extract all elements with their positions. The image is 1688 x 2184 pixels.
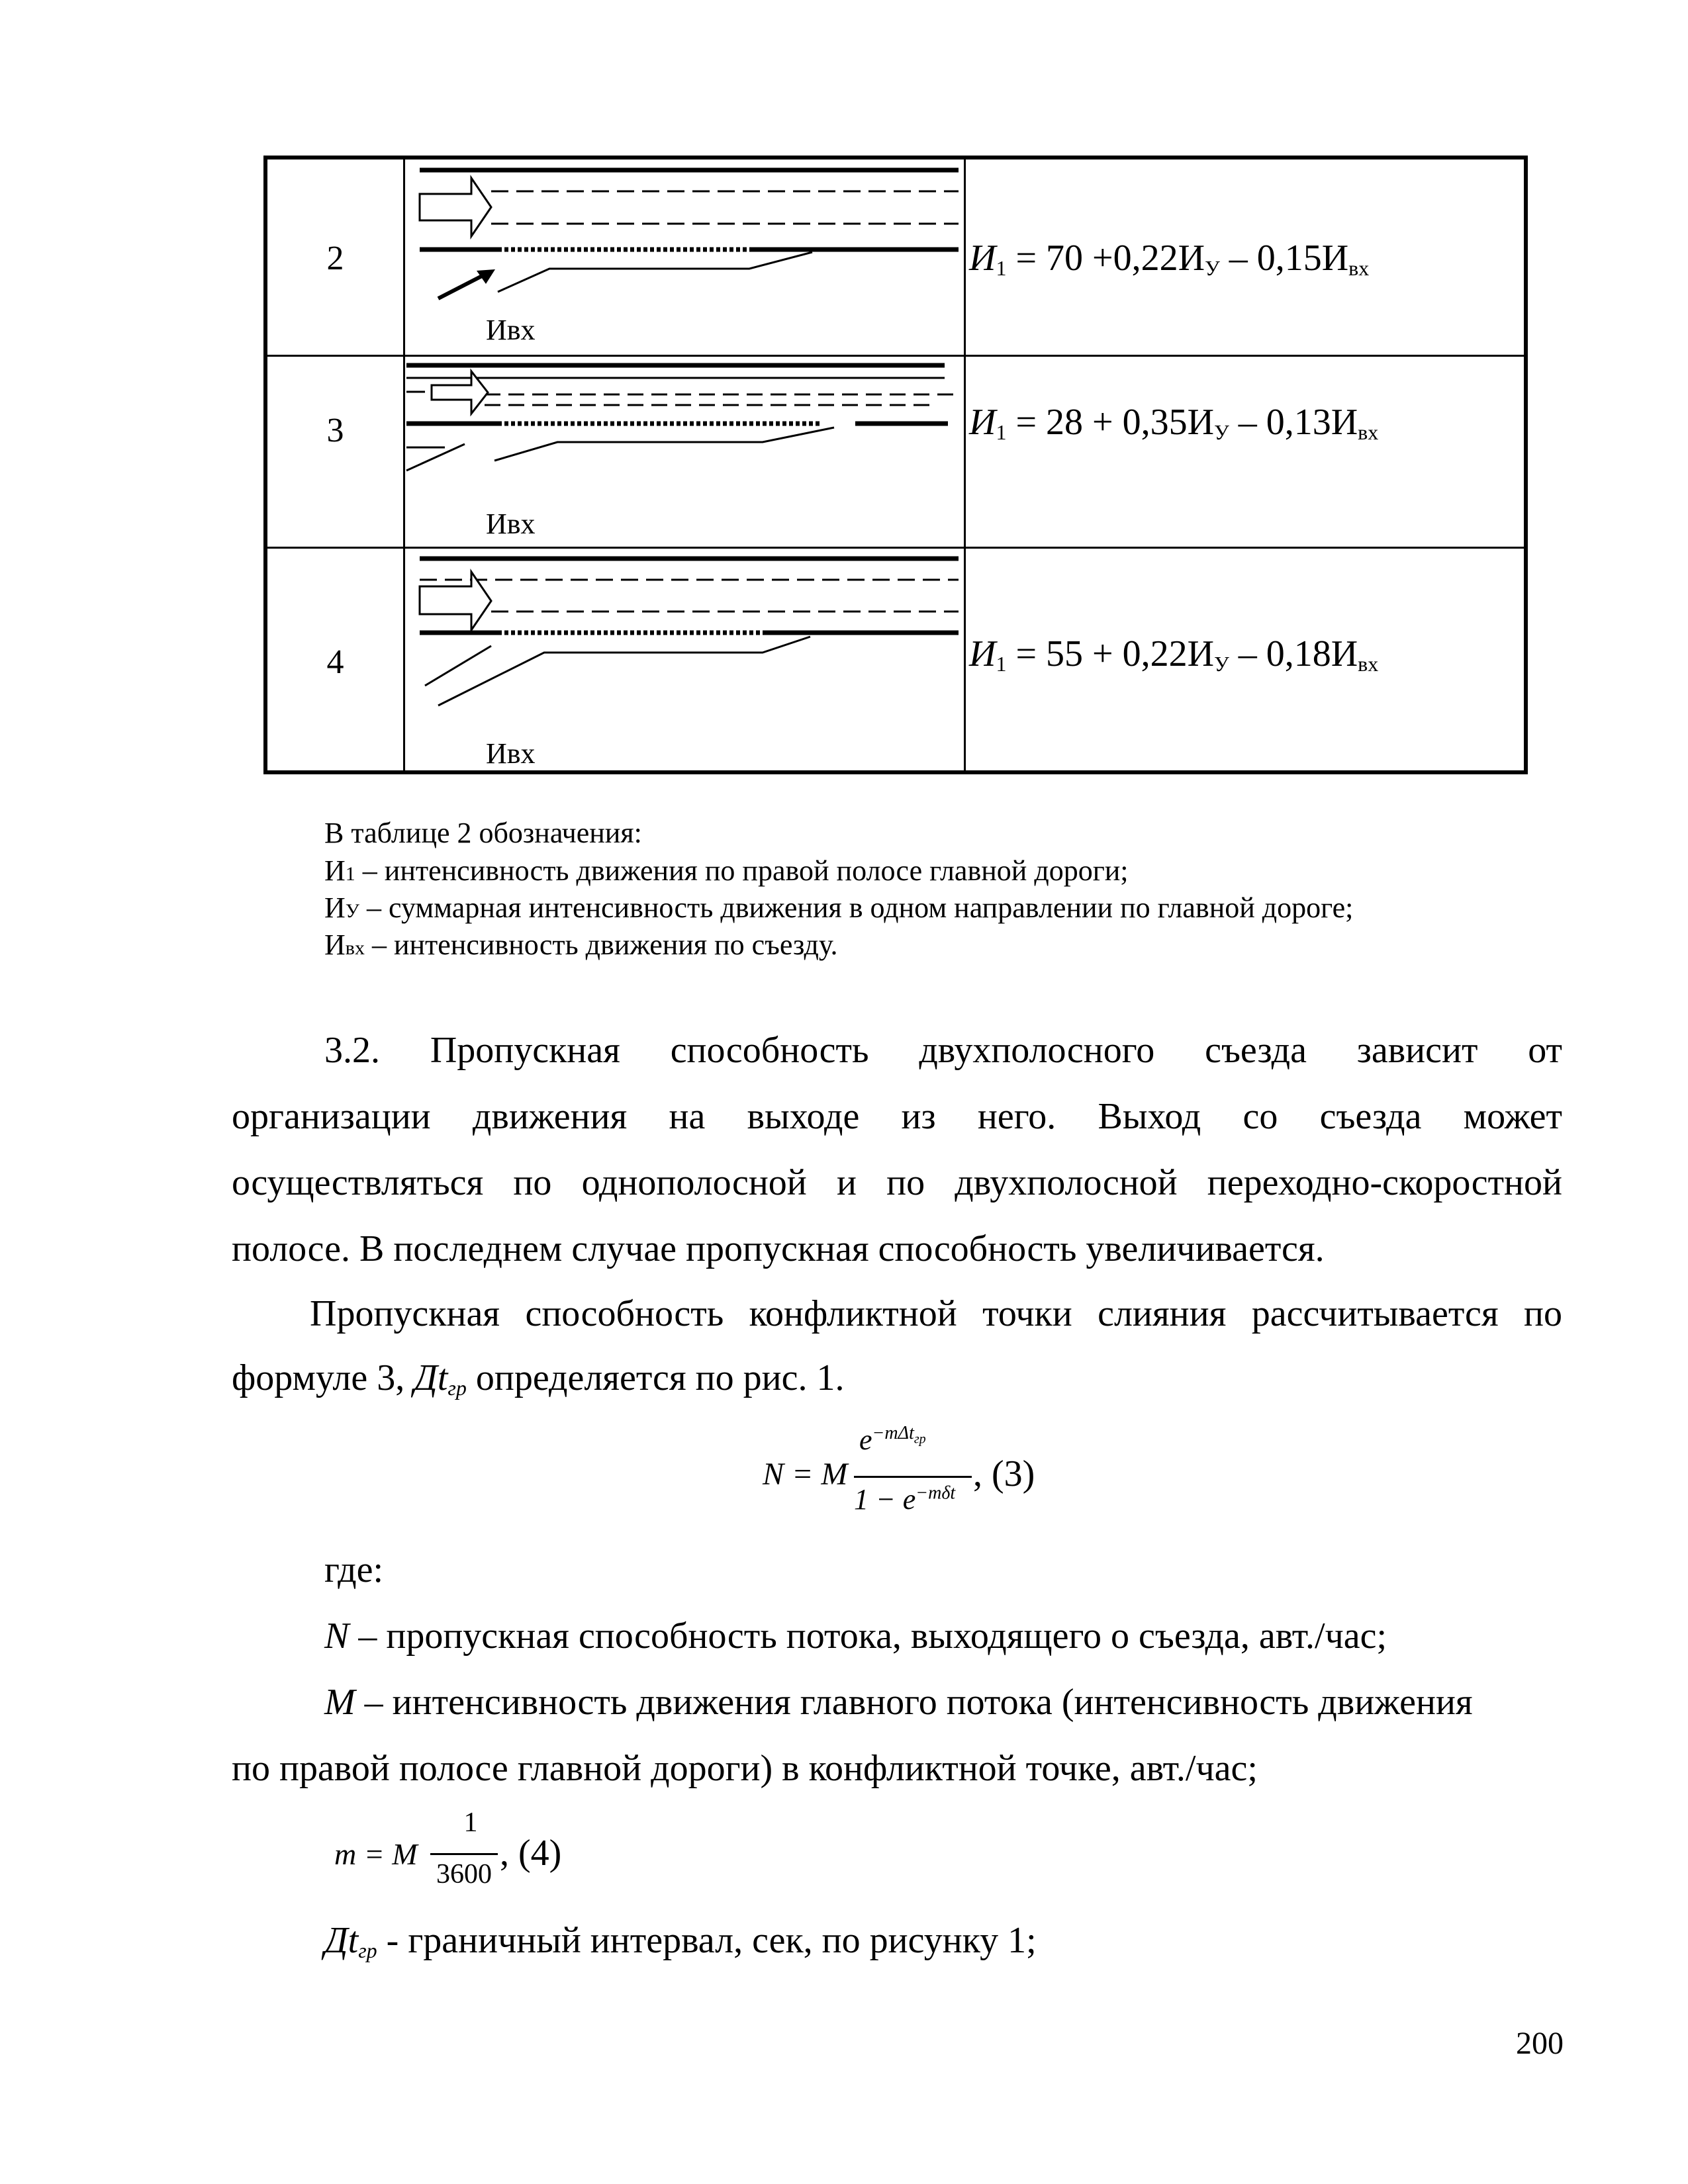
- math-subscript: гр: [914, 1432, 926, 1447]
- formula-subscript: вх: [1348, 256, 1370, 280]
- legend-subscript: 1: [345, 863, 355, 885]
- row-number: 4: [326, 643, 344, 681]
- legend-text: – интенсивность движения по правой полосе главной дороги;: [355, 854, 1129, 887]
- definition-line: [324, 1919, 1037, 1963]
- capacity-formula: [969, 237, 1369, 281]
- text-run: формуле 3,: [232, 1357, 414, 1398]
- math-symbol: Дt: [414, 1357, 448, 1398]
- formula-text: = 28 + 0,35И: [1006, 402, 1215, 443]
- math-superscript-text: −mΔt: [872, 1423, 914, 1444]
- entry-flow-label: Ивх: [486, 737, 536, 770]
- paragraph-line: организации движения на выходе из него. Выход со съезда может: [232, 1096, 1562, 1137]
- text-run: – пропускная способность потока, выходящего о съезда, авт./час;: [349, 1615, 1387, 1657]
- paragraph-line: полосе. В последнем случае пропускная способность увеличивается.: [232, 1228, 1325, 1269]
- legend-symbol: И: [324, 891, 346, 924]
- capacity-formula: [969, 401, 1378, 445]
- definition-line: [324, 1615, 1387, 1657]
- formula-text: = 70 +0,22И: [1006, 238, 1205, 279]
- formula-subscript: 1: [996, 256, 1007, 280]
- capacity-formula: [969, 633, 1378, 676]
- formula-denominator: 3600: [436, 1859, 492, 1889]
- legend-symbol: И: [324, 854, 346, 887]
- formula-lhs: N = M: [763, 1457, 848, 1492]
- entry-flow-label: Ивх: [486, 314, 536, 346]
- formula-subscript: У: [1214, 652, 1229, 676]
- formula-subscript: 1: [996, 652, 1007, 676]
- formula-lhs: m = M: [334, 1837, 418, 1871]
- legend-subscript: вх: [345, 937, 365, 959]
- paragraph-line: [232, 1357, 844, 1400]
- entry-flow-label: Ивх: [486, 508, 536, 540]
- legend-line: [324, 928, 838, 962]
- legend-line: [324, 854, 1129, 887]
- definition-line: по правой полосе главной дороги) в конфликтной точке, авт./час;: [232, 1748, 1258, 1789]
- formula-subscript: 1: [996, 420, 1007, 444]
- formula-numerator: [859, 1423, 926, 1457]
- formula-symbol: И: [969, 238, 996, 279]
- legend-text: – суммарная интенсивность движения в одном направлении по главной дороге;: [359, 891, 1354, 924]
- paragraph-line: осуществляться по однополосной и по двухполосной переходно-скоростной: [232, 1162, 1562, 1203]
- formula-symbol: И: [969, 633, 996, 674]
- math-symbol: e: [859, 1424, 872, 1456]
- formula-subscript: вх: [1358, 652, 1379, 676]
- math-subscript: гр: [447, 1376, 467, 1400]
- legend-title: В таблице 2 обозначения:: [324, 817, 642, 849]
- math-superscript: [872, 1423, 926, 1447]
- formula-subscript: вх: [1358, 420, 1379, 444]
- formula-subscript: У: [1214, 420, 1229, 444]
- formula-numerator: 1: [463, 1807, 478, 1838]
- paragraph-line: Пропускная способность конфликтной точки слияния рассчитывается по: [310, 1293, 1562, 1334]
- text-run: - граничный интервал, сек, по рисунку 1;: [377, 1920, 1037, 1961]
- formula-text: – 0,15И: [1219, 238, 1349, 279]
- road-scheme-table: [263, 156, 1528, 774]
- math-symbol: 1 − e: [854, 1483, 916, 1516]
- text-run: определяется по рис. 1.: [466, 1357, 845, 1398]
- page-number: 200: [1516, 2026, 1564, 2061]
- formula-number: , (4): [500, 1833, 562, 1874]
- legend-subscript: У: [345, 900, 360, 922]
- fraction-bar: [854, 1476, 972, 1478]
- row-number: 2: [326, 240, 344, 277]
- formula-denominator: [854, 1482, 955, 1516]
- row-number: 3: [326, 412, 344, 449]
- math-subscript: гр: [358, 1938, 377, 1962]
- formula-symbol: И: [969, 402, 996, 443]
- formula-text: = 55 + 0,22И: [1006, 633, 1215, 674]
- fraction-bar: [430, 1853, 498, 1855]
- where-label: где:: [324, 1549, 384, 1590]
- math-superscript: −mδt: [915, 1482, 956, 1504]
- legend-text: – интенсивность движения по съезду.: [364, 929, 838, 961]
- math-symbol: Дt: [324, 1920, 359, 1961]
- definition-line: [324, 1681, 1473, 1723]
- paragraph-line: 3.2. Пропускная способность двухполосного съезда зависит от: [324, 1030, 1562, 1071]
- formula-subscript: У: [1205, 256, 1220, 280]
- formula-text: – 0,13И: [1229, 402, 1358, 443]
- legend-symbol: И: [324, 929, 346, 961]
- text-run: – интенсивность движения главного потока (интенсивность движения: [355, 1682, 1473, 1723]
- formula-text: – 0,18И: [1229, 633, 1358, 674]
- math-symbol: N: [324, 1615, 350, 1657]
- legend-line: [324, 891, 1353, 925]
- formula-number: , (3): [973, 1453, 1035, 1494]
- math-symbol: M: [324, 1682, 355, 1723]
